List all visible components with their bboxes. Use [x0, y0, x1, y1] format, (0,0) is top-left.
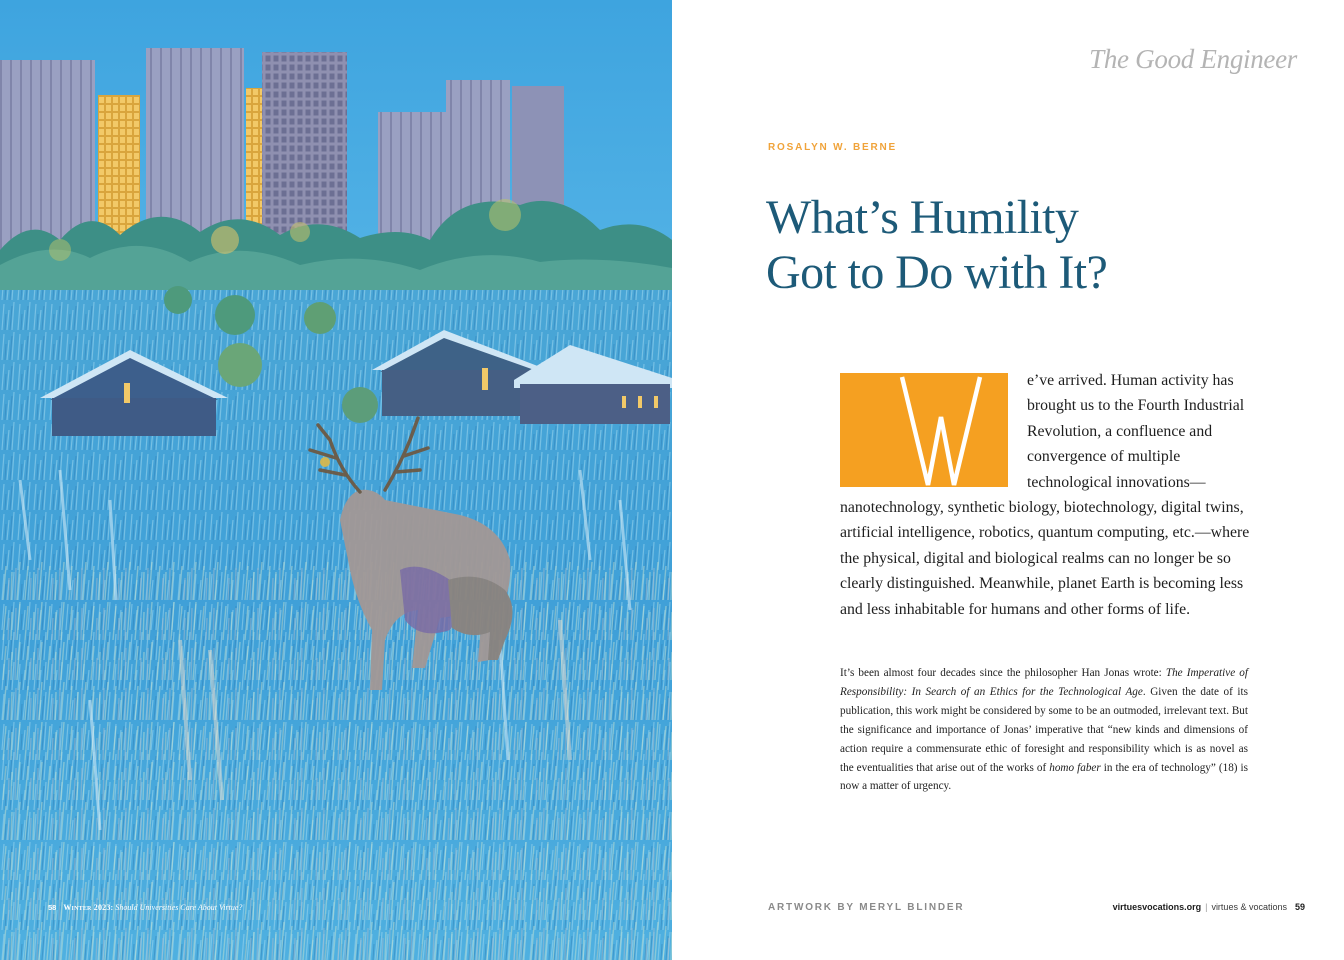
headline-line-2: Got to Do with It? [766, 246, 1108, 299]
left-page-number: 58 [48, 903, 57, 912]
body-text-3: in the era of technology” (18) is now a matter of urgency. [840, 761, 1248, 793]
homo-faber-term: homo faber [1049, 761, 1101, 774]
author-byline: ROSALYN W. BERNE [768, 142, 897, 153]
article-headline [766, 190, 1107, 300]
lead-paragraph [840, 368, 1254, 622]
left-page-folio [48, 903, 242, 912]
headline-line-1: What’s Humility [766, 191, 1079, 244]
drop-cap-spacer [840, 368, 1027, 488]
right-page [672, 0, 1344, 960]
body-text-1: It’s been almost four decades since the philosopher Han Jonas wrote: [840, 667, 1166, 679]
body-text-2: . Given the date of its publication, this work might be considered by some to be an outmoded, irrelevant text. But the significance and importance of Jonas’ imperative that “new kinds and dimensions of action require a commensurate ethic of foresight and responsibility which is as novel as the eventualities that arise out of the works of [840, 685, 1248, 774]
magazine-name: virtues & vocations [1211, 902, 1287, 912]
column-title: The Good Engineer [1089, 44, 1297, 74]
body-paragraph [840, 664, 1248, 796]
footer-separator: | [1205, 902, 1208, 912]
lead-paragraph-text: e’ve arrived. Human activity has brought us to the Fourth Industrial Revolution, a confluence and convergence of multiple technological innovations—nanotechnology, synthetic biology, biotechnology, digital twins, artificial intelligence, robotics, quantum computing, etc.—where the physical, digital and biological realms can no longer be so clearly distinguished. Meanwhile, planet Earth is becoming less and less inhabitable for humans and other forms of life. [840, 372, 1250, 618]
folio-issue-title: Should Universities Care About Virtue? [115, 903, 243, 912]
folio-season: Winter 2023: [63, 903, 114, 912]
website-link[interactable]: virtuesvocations.org [1112, 902, 1202, 912]
right-page-number: 59 [1294, 902, 1305, 912]
book-title: The Imperative of Responsibility: In Search of an Ethics for the Technological Age [840, 667, 1248, 698]
right-page-footer [1113, 902, 1305, 912]
artwork-credit: ARTWORK BY MERYL BLINDER [768, 902, 965, 913]
